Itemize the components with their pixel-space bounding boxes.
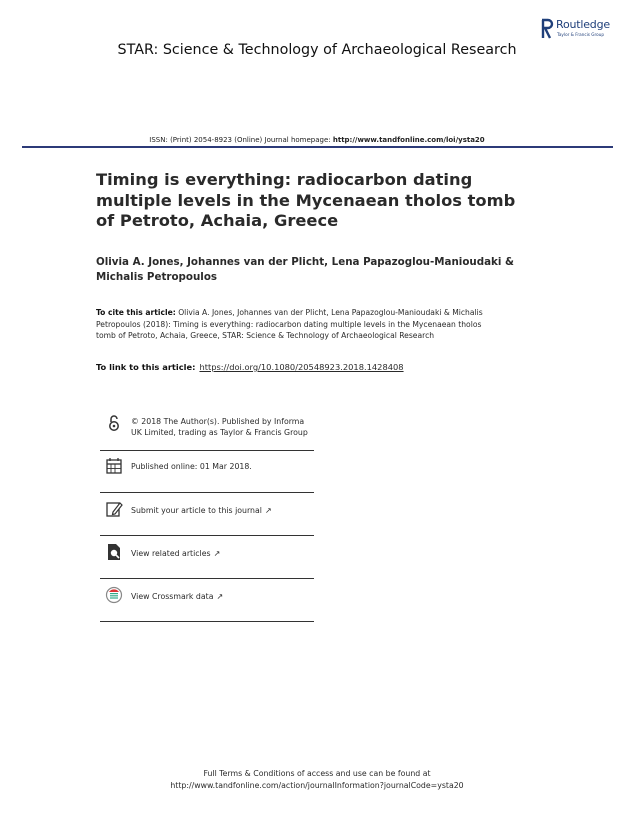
open-access-icon xyxy=(105,414,123,432)
related-articles-link[interactable] xyxy=(100,535,314,579)
edit-icon xyxy=(105,500,123,518)
external-link-icon: ↗ xyxy=(216,592,224,601)
issn-line xyxy=(0,136,634,144)
license-block xyxy=(100,410,314,451)
journal-homepage-link[interactable]: http://www.tandfonline.com/loi/ysta20 xyxy=(332,136,485,144)
external-link-icon: ↗ xyxy=(213,549,221,558)
issn-text: ISSN: (Print) 2054-8923 (Online) Journal homepage: xyxy=(149,136,333,144)
routledge-logo xyxy=(540,18,620,42)
crossmark-icon xyxy=(105,586,123,604)
routledge-logo-icon xyxy=(540,18,554,40)
calendar-icon xyxy=(105,457,123,475)
crossmark-label: View Crossmark data ↗ xyxy=(131,592,224,601)
submit-article-label: Submit your article to this journal ↗ xyxy=(131,506,272,515)
doi-label: To link to this article: xyxy=(96,362,196,372)
external-link-icon: ↗ xyxy=(264,506,272,515)
footer-terms-text: Full Terms & Conditions of access and use can be found at xyxy=(203,769,431,778)
published-block xyxy=(100,450,314,493)
submit-article-link[interactable] xyxy=(100,492,314,536)
doi-line xyxy=(96,362,404,372)
journal-title: STAR: Science & Technology of Archaeological Research xyxy=(117,42,517,58)
article-title: Timing is everything: radiocarbon dating multiple levels in the Mycenaean tholos tomb of Petroto, Achaia, Greece xyxy=(96,170,516,230)
citation xyxy=(96,307,501,342)
footer-terms-link[interactable]: http://www.tandfonline.com/action/journalInformation?journalCode=ysta20 xyxy=(170,781,464,790)
document-search-icon xyxy=(105,543,123,561)
header-divider xyxy=(22,146,613,148)
published-date: Published online: 01 Mar 2018. xyxy=(131,462,252,471)
citation-text: Olivia A. Jones, Johannes van der Plicht, Lena Papazoglou-Manioudaki & Michalis Petropoulos (2018): Timing is everything: radiocarbon dating multiple levels in the Mycenaean tholos tomb of Petroto, Achaia, Greece, STAR: Science & Technology of Archaeological Research xyxy=(96,308,483,341)
license-text: © 2018 The Author(s). Published by Informa UK Limited, trading as Taylor & Francis Group xyxy=(131,417,308,437)
publisher-tagline: Taylor & Francis Group xyxy=(557,32,605,37)
article-authors: Olivia A. Jones, Johannes van der Plicht, Lena Papazoglou-Manioudaki & Michalis Petropoulos xyxy=(96,256,514,283)
related-articles-label: View related articles ↗ xyxy=(131,549,221,558)
footer xyxy=(0,768,634,792)
publisher-name: Routledge xyxy=(556,18,610,31)
crossmark-link[interactable] xyxy=(100,578,314,622)
citation-label: To cite this article: xyxy=(96,308,176,317)
doi-link[interactable]: https://doi.org/10.1080/20548923.2018.1428408 xyxy=(199,362,404,372)
